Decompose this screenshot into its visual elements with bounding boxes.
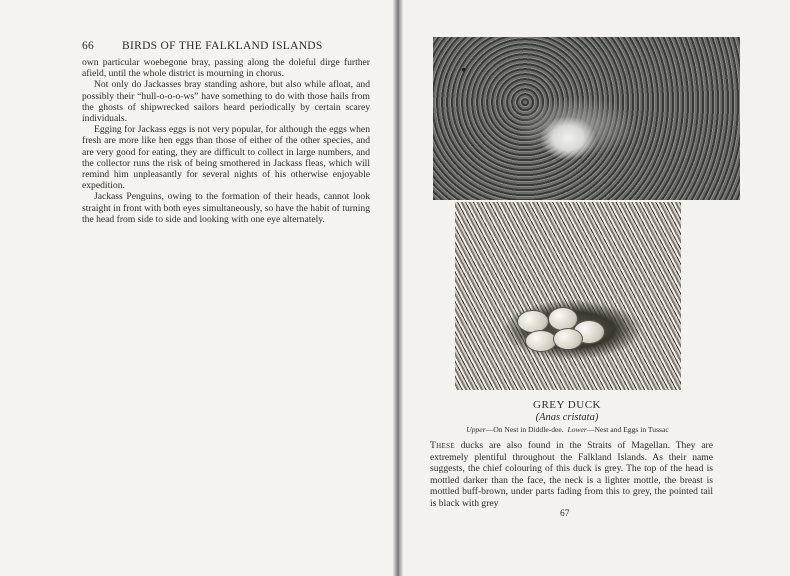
caption-lower-label: Lower bbox=[567, 425, 587, 434]
book-gutter bbox=[393, 0, 403, 576]
paragraph: Jackass Penguins, owing to the formation of their heads, cannot look straight in front with both eyes simultaneously, so have the habit of turning the head from side to side and looking with one eye alternately. bbox=[82, 191, 370, 225]
running-head bbox=[82, 40, 372, 52]
caption-upper-label: Upper bbox=[466, 425, 486, 434]
paragraph-body: ducks are also found in the Straits of Magellan. They are extremely plentiful throughout the Falkland Islands. As their name suggests, the chief colouring of this duck is grey. The top of the head is mottled darker than the face, the neck is a lighter mottle, the breast is mottled buff-brown, under parts fading from this to grey, the pointed tail is black with grey bbox=[430, 440, 713, 509]
right-page-number: 67 bbox=[560, 509, 570, 519]
left-page-number: 66 bbox=[82, 40, 95, 52]
egg bbox=[525, 330, 557, 352]
left-body-text bbox=[82, 57, 370, 225]
caption-photo-descriptions bbox=[420, 425, 715, 434]
caption-lower-text: —Nest and Eggs in Tussac bbox=[586, 425, 669, 434]
paragraph bbox=[430, 440, 713, 510]
right-body-text bbox=[430, 440, 713, 510]
upper-photo-duck-on-nest bbox=[433, 37, 740, 200]
paragraph: own particular woebegone bray, passing along the doleful dirge further afield, until the whole district is mourning in chorus. bbox=[82, 57, 370, 80]
egg bbox=[553, 328, 583, 350]
caption-upper-text: —On Nest in Diddle-dee. bbox=[485, 425, 564, 434]
paragraph-lead-word: These bbox=[430, 440, 455, 451]
running-head-title: BIRDS OF THE FALKLAND ISLANDS bbox=[122, 40, 323, 52]
lower-photo-nest-and-eggs bbox=[455, 202, 681, 390]
caption-latin-name: (Anas cristata) bbox=[535, 412, 599, 423]
paragraph: Egging for Jackass eggs is not very popular, for although the eggs when fresh are more like hen eggs than those of either of the other species, and are very good for eating, they are difficult to collect in large numbers, and the collector runs the risk of being smothered in Jackass fleas, which will remind him unpleasantly for several nights of his otherwise enjoyable expedition. bbox=[82, 124, 370, 192]
caption-title: GREY DUCK bbox=[533, 399, 601, 411]
paragraph: Not only do Jackasses bray standing ashore, but also while afloat, and possibly their “hull-o-o-o-ws” have something to do with those hails from the ghosts of shipwrecked sailors heard periodically by certain scarey individuals. bbox=[82, 79, 370, 125]
